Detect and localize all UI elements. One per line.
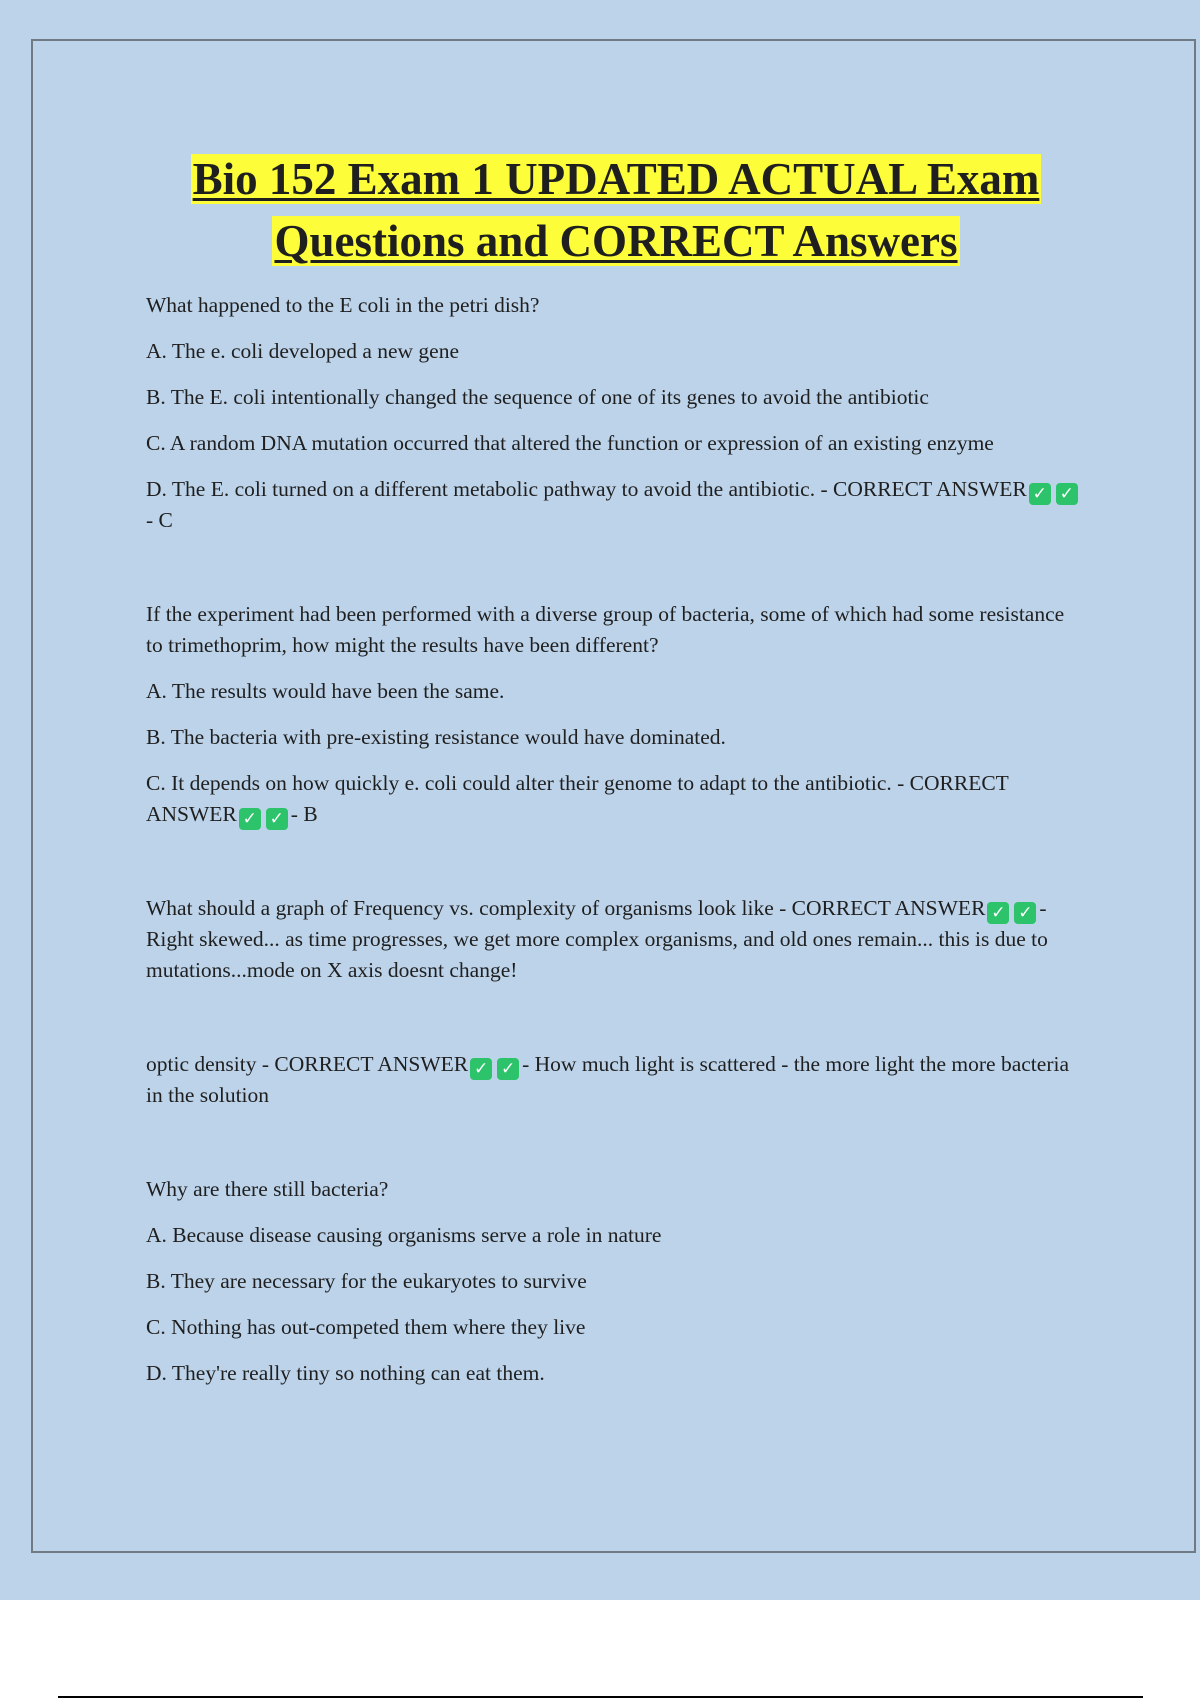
question-with-answer	[146, 893, 1086, 986]
option-b: B. They are necessary for the eukaryotes to survive	[146, 1269, 587, 1293]
option-b: B. The E. coli intentionally changed the sequence of one of its genes to avoid the antibiotic	[146, 385, 929, 409]
question-block-3	[146, 893, 1086, 986]
option-d-text: D. The E. coli turned on a different metabolic pathway to avoid the antibiotic. - CORRECT ANSWER	[146, 477, 1027, 501]
question-block-2	[146, 599, 1086, 830]
answer-text: - How much light is scattered - the more light the more bacteria in the solution	[146, 1052, 1069, 1107]
option-c: C. Nothing has out-competed them where they live	[146, 1315, 586, 1339]
check-mark-icon: ✓	[266, 808, 288, 830]
check-mark-icon: ✓	[470, 1058, 492, 1080]
title-line-2: Questions and CORRECT Answers	[274, 216, 958, 266]
answer-text: - C	[146, 508, 173, 532]
option-b: B. The bacteria with pre-existing resistance would have dominated.	[146, 725, 726, 749]
check-mark-icon: ✓	[987, 902, 1009, 924]
option-c-text: C. It depends on how quickly e. coli could alter their genome to adapt to the antibiotic. - CORRECT ANSWER	[146, 771, 1009, 826]
question-block-1	[146, 290, 1086, 536]
question-block-5	[146, 1174, 1086, 1389]
check-mark-icon: ✓	[239, 808, 261, 830]
question-text: What happened to the E coli in the petri dish?	[146, 293, 540, 317]
option-a: A. The e. coli developed a new gene	[146, 339, 460, 363]
question-block-4	[146, 1049, 1086, 1111]
option-d: D. They're really tiny so nothing can eat them.	[146, 1361, 545, 1385]
question-text: Why are there still bacteria?	[146, 1177, 389, 1201]
option-a: A. The results would have been the same.	[146, 679, 505, 703]
check-mark-icon: ✓	[497, 1058, 519, 1080]
check-mark-icon: ✓	[1056, 483, 1078, 505]
answer-text: - B	[290, 802, 318, 826]
question-text: optic density - CORRECT ANSWER	[146, 1052, 469, 1076]
question-with-answer	[146, 1049, 1086, 1111]
check-mark-icon: ✓	[1029, 483, 1051, 505]
option-c: C. A random DNA mutation occurred that altered the function or expression of an existing enzyme	[146, 431, 994, 455]
answer-text: - Right skewed... as time progresses, we get more complex organisms, and old ones remain... this is due to mutations...mode on X axis doesnt change!	[146, 896, 1048, 982]
check-mark-icon: ✓	[1014, 902, 1036, 924]
document-title	[146, 148, 1086, 272]
option-c-with-answer	[146, 768, 1086, 830]
option-a: A. Because disease causing organisms serve a role in nature	[146, 1223, 662, 1247]
document-content	[146, 148, 1086, 1404]
question-text: What should a graph of Frequency vs. complexity of organisms look like - CORRECT ANSWER	[146, 896, 986, 920]
title-line-1: Bio 152 Exam 1 UPDATED ACTUAL Exam	[192, 154, 1040, 204]
option-d-with-answer	[146, 474, 1086, 536]
question-text: If the experiment had been performed with a diverse group of bacteria, some of which had some resistance to trimethoprim, how might the results have been different?	[146, 602, 1065, 657]
footer-rule	[58, 1696, 1143, 1698]
